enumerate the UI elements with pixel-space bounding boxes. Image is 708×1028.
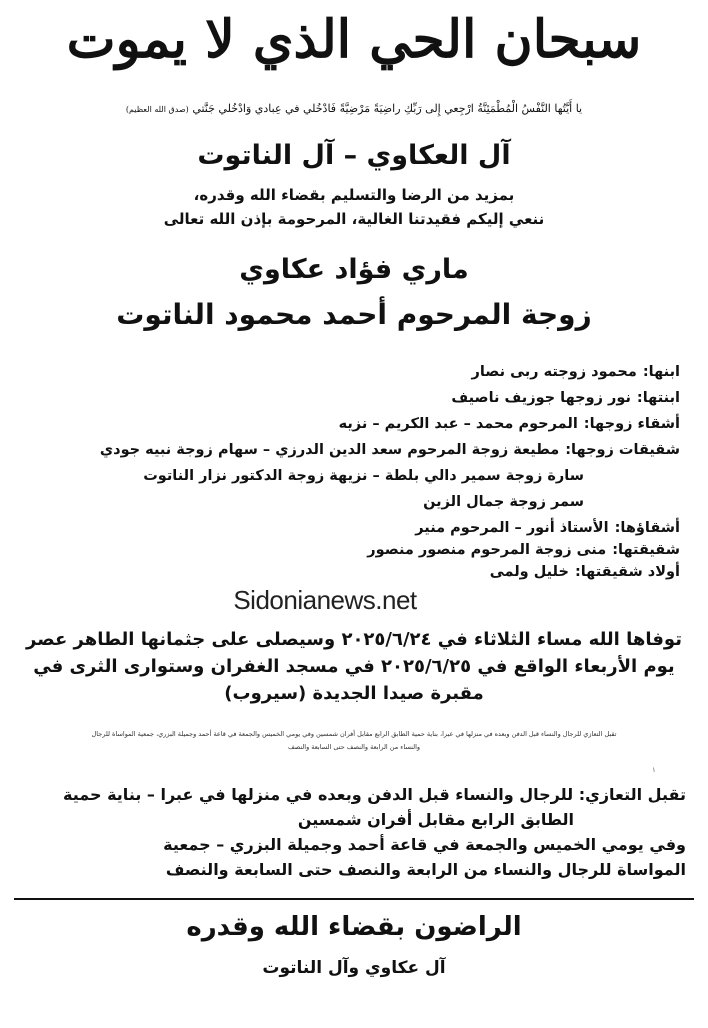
divider-line (14, 898, 694, 900)
relative-row-son (40, 361, 680, 383)
condolence-line-3: وفي يومي الخميس والجمعة في قاعة أحمد وجميلة البزري – جمعية (163, 835, 686, 854)
deceased-name: ماري فؤاد عكاوي (239, 254, 469, 285)
relative-row-sister-children (40, 561, 680, 583)
family-signature: آل عكاوي وآل الناتوت (262, 958, 446, 978)
relative-label: شقيقات زوجها: (565, 442, 680, 458)
quran-verse (40, 102, 668, 115)
condolence-line-2: الطابق الرابع مقابل أفران شمسين (297, 810, 574, 829)
relative-value: سارة زوجة سمير دالي بلطة – نزيهة زوجة الدكتور نزار الناتوت (143, 468, 584, 484)
relative-label: ابنتها: (636, 390, 680, 406)
condolence-label: تقبل التعازي: (578, 785, 686, 804)
death-notice-line-1: توفاها الله مساء الثلاثاء في ٢٠٢٥/٦/٢٤ وسيصلى على جثمانها الطاهر عصر (26, 629, 682, 650)
tick-mark: ١ (652, 766, 656, 774)
condolence-section (14, 782, 686, 882)
death-notice-line-2: يوم الأربعاء الواقع في ٢٠٢٥/٦/٢٥ في مسجد الغفران وستوارى الثرى في (33, 656, 675, 677)
relative-row-daughter (40, 387, 680, 409)
husband-line: زوجة المرحوم أحمد محمود الناتوت (116, 298, 592, 331)
relative-row-husband-sisters-cont-1 (40, 465, 680, 487)
condolence-row-1 (14, 782, 686, 807)
relative-label: أولاد شقيقتها: (574, 564, 680, 580)
relative-label: أشقاء زوجها: (583, 416, 680, 432)
relative-value: نور زوجها جوزيف ناصيف (451, 390, 631, 406)
closing-phrase: الراضون بقضاء الله وقدره (186, 912, 522, 942)
relative-value: سمر زوجة جمال الزين (423, 494, 584, 510)
death-notice-line-3: مقبرة صيدا الجديدة (سيروب) (224, 683, 484, 704)
relative-label: أشقاؤها: (614, 520, 680, 536)
relative-label: شقيقتها: (612, 542, 680, 558)
verse-text: يا أَيَّتُها النَّفْسُ الْمُطْمَئِنَّةُ ارْجِعي إِلى رَبِّكِ راضِيَةً مَرْضِيَّةً فَادْخُلي في عِبادي وَادْخُلي جَنَّتي (192, 102, 583, 115)
relative-value: المرحوم محمد – عبد الكريم – نزيه (338, 416, 578, 432)
condolence-line-4: المواساة للرجال والنساء من الرابعة والنصف حتى السابعة والنصف (165, 860, 686, 879)
condolence-line-1: للرجال والنساء قبل الدفن وبعده في منزلها في عبرا – بناية حمية (63, 785, 574, 804)
relatives-list (40, 361, 680, 583)
relative-row-husband-sisters (40, 439, 680, 461)
relative-row-sister (40, 539, 680, 561)
relative-value: مطيعة زوجة المرحوم سعد الدين الدرزي – سهام زوجة نبيه جودي (99, 442, 560, 458)
intro-line-1: بمزيد من الرضا والتسليم بقضاء الله وقدره، (193, 186, 515, 204)
verse-source: (صدق الله العظيم) (125, 105, 189, 114)
calligraphy-heading: سبحان الحي الذي لا يموت (66, 9, 642, 70)
relative-value: محمود زوجته ربى نصار (471, 364, 637, 380)
watermark: Sidonianews.net (233, 585, 417, 615)
family-title: آل العكاوي – آل الناتوت (197, 140, 511, 171)
small-condolence-note (10, 728, 698, 754)
relative-value: منى زوجة المرحوم منصور منصور (367, 542, 607, 558)
relative-row-brothers (40, 517, 680, 539)
relative-row-husband-sisters-cont-2 (40, 491, 680, 513)
relative-value: الأستاذ أنور – المرحوم منير (415, 520, 609, 536)
small-note-line-1: تقبل التعازي للرجال والنساء قبل الدفن وبعده في منزلها في عبرا، بناية حمية الطابق الرابع مقابل أفران شمسين وفي يومي الخميس والجمعة في قاعة أحمد وجميلة البزري، جمعية المواساة للرجال (91, 730, 617, 738)
relative-value: خليل ولمى (489, 564, 569, 580)
intro-text (0, 183, 708, 231)
small-note-line-2: والنساء من الرابعة والنصف حتى السابعة والنصف (287, 743, 421, 751)
relative-label: ابنها: (642, 364, 680, 380)
intro-line-2: ننعي إليكم فقيدتنا الغالية، المرحومة بإذن الله تعالى (163, 210, 545, 228)
relative-row-husband-brothers (40, 413, 680, 435)
death-notice (14, 626, 694, 707)
